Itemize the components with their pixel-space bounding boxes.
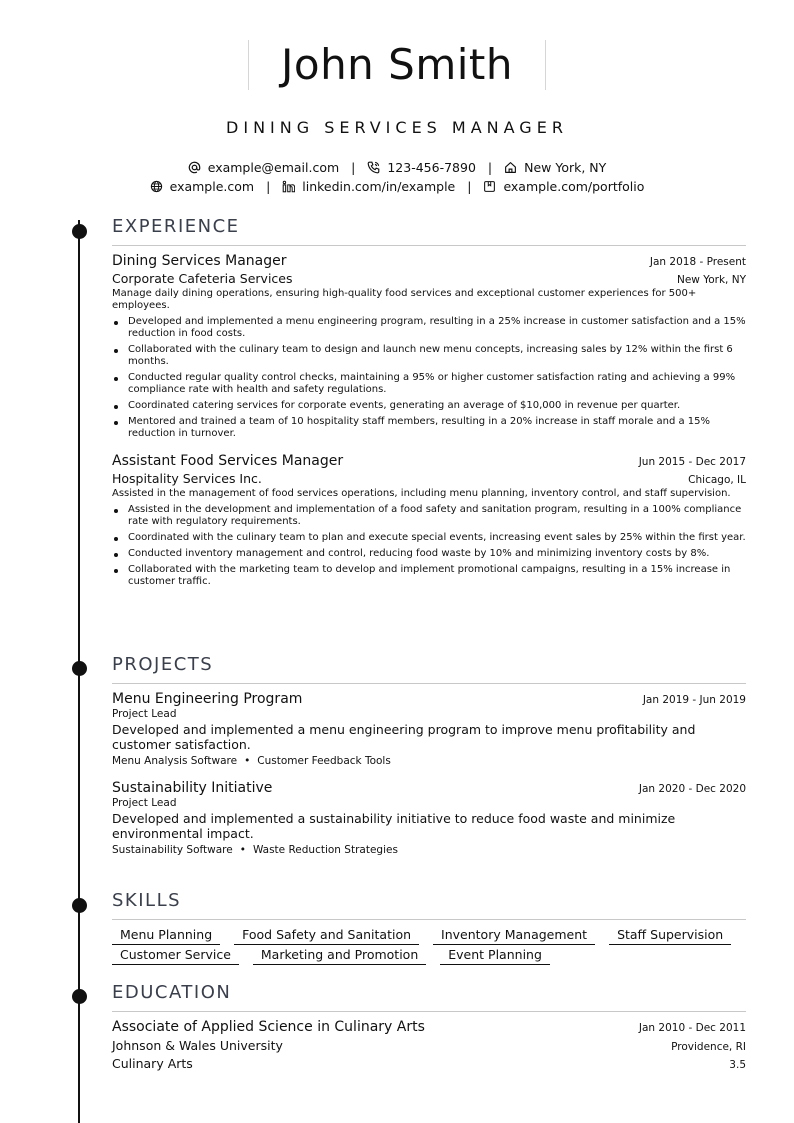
skills-section: [112, 890, 746, 966]
section-title: SKILLS: [112, 890, 182, 911]
education-degree: Associate of Applied Science in Culinary Arts: [112, 1019, 425, 1035]
job-bullet: Developed and implemented a menu engineering program, resulting in a 25% increase in customer satisfaction and a 15% reduction in food costs.: [112, 316, 746, 340]
globe-icon: [150, 180, 163, 193]
project-entry: [112, 780, 746, 856]
contact-row-1: [0, 160, 794, 175]
education-school: Johnson & Wales University: [112, 1038, 283, 1053]
education-dates: Jan 2010 - Dec 2011: [638, 1022, 746, 1034]
contact-row-2: [0, 179, 794, 194]
skill-tag: Event Planning: [440, 946, 550, 965]
section-title: EDUCATION: [112, 982, 232, 1003]
section-divider: [112, 245, 746, 246]
job-bullet: Assisted in the development and implementation of a food safety and sanitation program, resulting in a 100% compliance rate with regulatory requirements.: [112, 504, 746, 528]
project-tool: Menu Analysis Software: [112, 755, 238, 767]
timeline-dot: [72, 989, 87, 1004]
education-field: Culinary Arts: [112, 1056, 193, 1071]
location-text: New York, NY: [524, 160, 607, 175]
job-bullet: Mentored and trained a team of 10 hospitality staff members, resulting in a 20% increase in staff morale and a 15% reduction in turnover.: [112, 416, 746, 440]
education-gpa: 3.5: [729, 1059, 746, 1071]
project-entry: [112, 691, 746, 767]
job-location: New York, NY: [676, 274, 746, 286]
tool-separator: •: [239, 844, 246, 856]
email-text: example@email.com: [207, 160, 340, 175]
website-text: example.com: [169, 179, 255, 194]
project-tools: [112, 755, 746, 767]
linkedin-item[interactable]: [282, 179, 459, 194]
section-divider: [112, 919, 746, 920]
separator: |: [487, 160, 493, 175]
timeline-dot: [72, 898, 87, 913]
job-company: Corporate Cafeteria Services: [112, 271, 293, 286]
project-tools: [112, 844, 746, 856]
job-summary: Assisted in the management of food services operations, including menu planning, inventory control, and staff supervision.: [112, 488, 731, 499]
job-bullet: Coordinated with the culinary team to plan and execute special events, increasing event sales by 25% within the first year.: [112, 532, 746, 544]
tool-separator: •: [244, 755, 251, 767]
project-description: Developed and implemented a menu engineering program to improve menu profitability and customer satisfaction.: [112, 722, 696, 752]
website-item[interactable]: [150, 179, 258, 194]
section-title: EXPERIENCE: [112, 216, 240, 237]
phone-item[interactable]: [367, 160, 480, 175]
project-dates: Jan 2020 - Dec 2020: [638, 783, 746, 795]
location-item: [504, 160, 606, 175]
linkedin-icon: [282, 180, 295, 193]
job-entry: [112, 253, 746, 440]
separator: |: [351, 160, 356, 175]
skill-tag: Staff Supervision: [609, 926, 731, 945]
job-bullet: Conducted inventory management and control, reducing food waste by 10% and minimizing inventory costs by 8%.: [112, 548, 746, 560]
skill-tag: Marketing and Promotion: [253, 946, 426, 965]
job-summary: Manage daily dining operations, ensuring high-quality food services and exceptional customer experiences for 500+ employees.: [112, 288, 697, 311]
job-entry: [112, 453, 746, 588]
project-description: Developed and implemented a sustainability initiative to reduce food waste and minimize environmental impact.: [112, 811, 676, 841]
job-dates: Jun 2015 - Dec 2017: [638, 456, 746, 468]
portfolio-text: example.com/portfolio: [503, 179, 645, 194]
section-divider: [112, 683, 746, 684]
project-role: Project Lead: [112, 708, 177, 720]
job-dates: Jan 2018 - Present: [649, 256, 746, 268]
project-name: Menu Engineering Program: [112, 691, 303, 707]
projects-section: [112, 654, 746, 856]
project-dates: Jan 2019 - Jun 2019: [642, 694, 746, 706]
email-item[interactable]: [188, 160, 343, 175]
separator: |: [266, 179, 271, 194]
job-location: Chicago, IL: [688, 474, 746, 486]
home-icon: [504, 161, 517, 174]
skill-tag: Menu Planning: [112, 926, 220, 945]
separator: |: [467, 179, 472, 194]
experience-section: [112, 216, 746, 588]
job-title: DINING SERVICES MANAGER: [226, 118, 568, 137]
at-icon: [188, 161, 201, 174]
skill-tag: Inventory Management: [433, 926, 595, 945]
skills-list: [112, 926, 746, 966]
project-tool: Waste Reduction Strategies: [252, 844, 398, 856]
project-role: Project Lead: [112, 797, 177, 809]
timeline-dot: [72, 224, 87, 239]
project-name: Sustainability Initiative: [112, 780, 273, 796]
portfolio-icon: [483, 180, 496, 193]
job-bullet: Collaborated with the culinary team to design and launch new menu concepts, increasing sales by 12% within the first 6 months.: [112, 344, 746, 368]
portfolio-item[interactable]: [483, 179, 644, 194]
candidate-name: John Smith: [280, 40, 513, 89]
job-role: Dining Services Manager: [112, 253, 287, 269]
project-tool: Customer Feedback Tools: [257, 755, 391, 767]
job-bullet: Conducted regular quality control checks, maintaining a 95% or higher customer satisfaction rating and achieving a 99% compliance rate with health and safety regulations.: [112, 372, 746, 396]
education-location: Providence, RI: [671, 1041, 746, 1053]
project-tool: Sustainability Software: [112, 844, 233, 856]
job-role: Assistant Food Services Manager: [112, 453, 344, 469]
section-title: PROJECTS: [112, 654, 214, 675]
education-section: [112, 982, 746, 1071]
section-divider: [112, 1011, 746, 1012]
phone-icon: [367, 161, 380, 174]
education-entry: [112, 1019, 746, 1071]
job-bullet: Coordinated catering services for corporate events, generating an average of $10,000 in revenue per quarter.: [112, 400, 746, 412]
job-company: Hospitality Services Inc.: [112, 471, 262, 486]
timeline-dot: [72, 661, 87, 676]
resume-header: [0, 40, 794, 90]
job-bullet: Collaborated with the marketing team to develop and implement promotional campaigns, resulting in a 15% increase in customer traffic.: [112, 564, 746, 588]
job-bullets: [112, 504, 746, 588]
skill-tag: Customer Service: [112, 946, 239, 965]
skill-tag: Food Safety and Sanitation: [234, 926, 419, 945]
phone-text: 123-456-7890: [387, 160, 476, 175]
job-bullets: [112, 316, 746, 440]
name-frame: [248, 40, 546, 90]
linkedin-text: linkedin.com/in/example: [302, 179, 456, 194]
